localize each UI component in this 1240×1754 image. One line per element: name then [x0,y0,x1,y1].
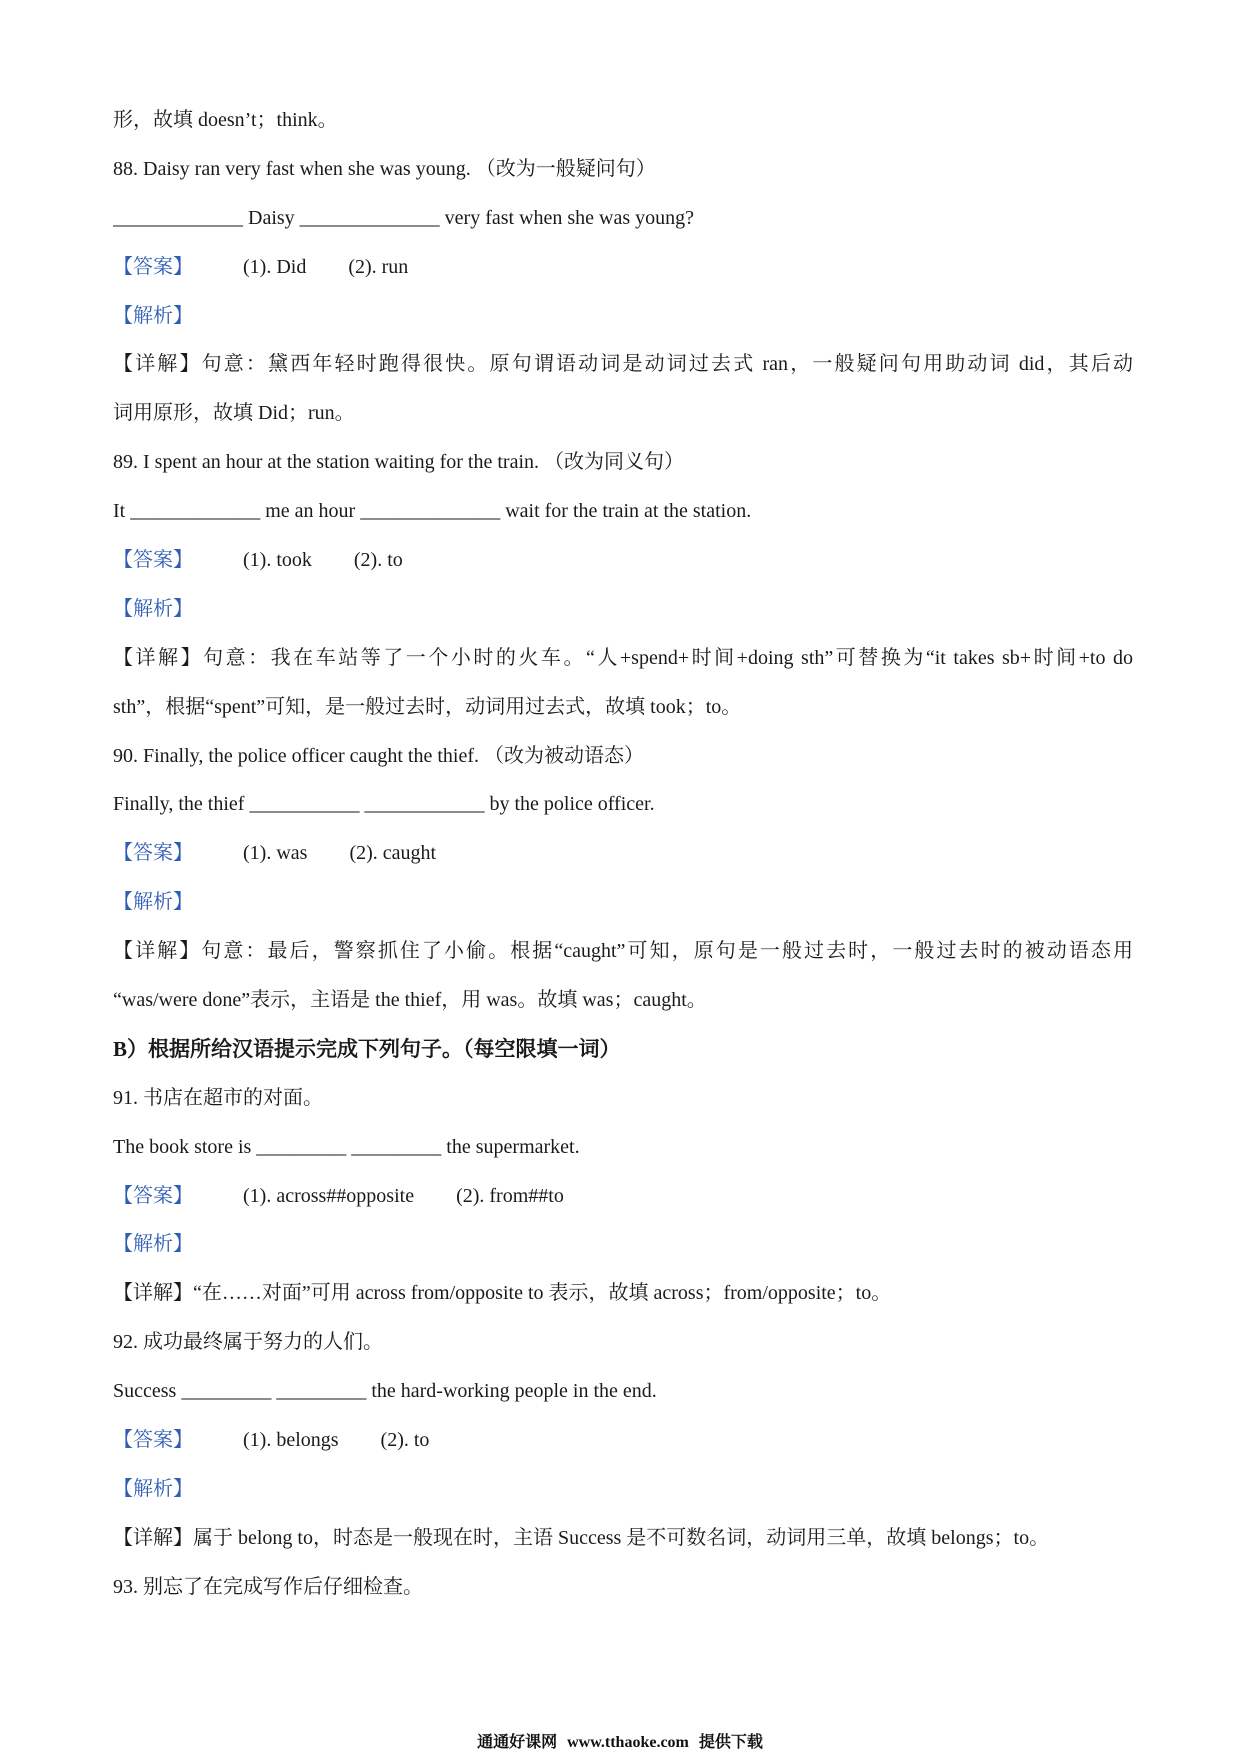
detail-label: 【详解】 [113,646,204,669]
answer-1: (1). Did [243,255,307,278]
answer-1: (1). across##opposite [243,1184,415,1207]
question-89-answer-row [113,536,1133,585]
detail-text: 句意：黛西年轻时跑得很快。原句谓语动词是动词过去式 ran，一般疑问句用助动词 did，其后动 [201,353,1133,376]
question-89-prompt: 89. I spent an hour at the station waiting for the train. （改为同义句） [113,451,685,474]
answer-label: 【答案】 [113,549,193,572]
question-92-prompt: 92. 成功最终属于努力的人们。 [113,1331,383,1354]
question-90-detail-line-1 [113,927,1133,976]
question-89-detail-line-2: sth”，根据“spent”可知，是一般过去时，动词用过去式，故填 took；to。 [113,695,742,718]
question-88-answer-row [113,243,1133,292]
answer-2: (2). to [353,549,403,572]
analysis-label: 【解析】 [113,891,193,914]
answer-1: (1). belongs [243,1429,339,1452]
answer-2: (2). caught [349,842,437,865]
detail-text: 句意：最后，警察抓住了小偷。根据“caught”可知，原句是一般过去时，一般过去时的被动语态用 [201,940,1133,963]
detail-text: “在……对面”可用 across from/opposite to 表示，故填 across；from/opposite；to。 [193,1282,892,1305]
detail-label: 【详解】 [113,940,202,963]
detail-text: 属于 belong to，时态是一般现在时，主语 Success 是不可数名词，动词用三单，故填 belongs；to。 [193,1526,1050,1549]
carryover-text: 形，故填 doesn’t；think。 [113,109,338,131]
detail-label: 【详解】 [113,1282,193,1305]
question-90-answer-row [113,829,1133,878]
question-92-detail-line-1 [113,1514,1133,1563]
answer-label: 【答案】 [113,1184,193,1207]
section-b-heading: B）根据所给汉语提示完成下列句子。（每空限填一词） [113,1036,621,1061]
question-92-fill-in: Success _________ _________ the hard-working people in the end. [113,1380,657,1403]
question-91-answer-row [113,1172,1133,1221]
analysis-label: 【解析】 [113,304,193,327]
answer-2: (2). to [380,1429,430,1452]
question-91-prompt: 91. 书店在超市的对面。 [113,1086,323,1109]
answer-1: (1). took [243,549,312,572]
analysis-label: 【解析】 [113,1233,193,1256]
question-88-fill-in: _____________ Daisy ______________ very fast when she was young? [113,206,695,229]
answer-1: (1). was [243,842,308,865]
question-88-detail-line-1 [113,340,1133,389]
analysis-label: 【解析】 [113,597,193,620]
detail-label: 【详解】 [113,1526,193,1549]
question-90-fill-in: Finally, the thief ___________ ____________ by the police officer. [113,793,655,816]
analysis-label: 【解析】 [113,1477,193,1500]
question-88-detail-line-2: 词用原形，故填 Did；run。 [113,402,355,425]
detail-label: 【详解】 [113,353,202,376]
answer-2: (2). from##to [456,1184,564,1207]
question-91-fill-in: The book store is _________ _________ the supermarket. [113,1135,580,1158]
page-content [113,96,1133,1612]
question-92-answer-row [113,1416,1133,1465]
answer-2: (2). run [348,255,409,278]
answer-label: 【答案】 [113,1429,193,1452]
answer-label: 【答案】 [113,255,193,278]
question-90-detail-line-2: “was/were done”表示，主语是 the thief，用 was。故填 was；caught。 [113,989,707,1012]
detail-text: 句意：我在车站等了一个小时的火车。“人+spend+时间+doing sth”可替换为“it takes sb+时间+to do [203,646,1133,669]
question-93-prompt: 93. 别忘了在完成写作后仔细检查。 [113,1575,423,1598]
answer-label: 【答案】 [113,842,193,865]
question-90-prompt: 90. Finally, the police officer caught the thief. （改为被动语态） [113,744,644,767]
question-91-detail-line-1 [113,1269,1133,1318]
question-89-detail-line-1 [113,634,1133,683]
question-89-fill-in: It _____________ me an hour ______________ wait for the train at the station. [113,500,752,523]
question-88-prompt: 88. Daisy ran very fast when she was young. （改为一般疑问句） [113,157,656,180]
page-footer: 通通好课网 www.tthaoke.com 提供下载 [477,1734,763,1751]
